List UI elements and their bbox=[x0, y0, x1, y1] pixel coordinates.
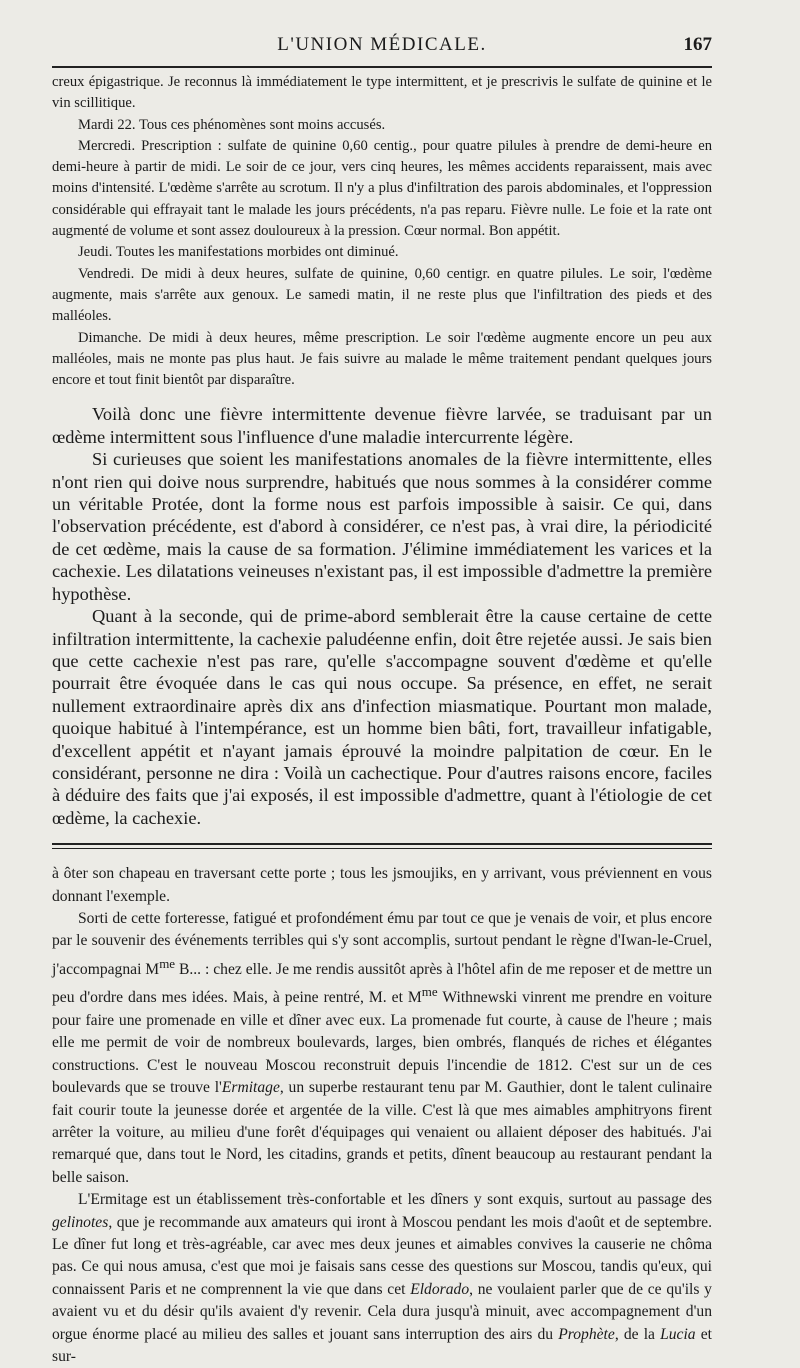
observation-paragraph: Jeudi. Toutes les manifestations morbides ont diminué. bbox=[78, 244, 399, 261]
discussion-paragraph: Si curieuses que soient les manifestations anomales de la fièvre intermittente, elles n'ont rien qui doive nous surprendre, habitués que nous sommes à la considérer comme un véritable Protée, dont la forme nous est parfois impossible à saisir. Ce qui, dans l'observation précédente, est d'abord à considérer, ce n'est pas, à vrai dire, la périodicité de cet œdème, mais la cause de sa formation. J'élimine immédiatement les varices et la cachexie. Les dilatations veineuses n'existant pas, il est impossible d'admettre la première hypothèse. bbox=[52, 449, 712, 604]
observation-paragraph: Vendredi. De midi à deux heures, sulfate de quinine, 0,60 centigr. en quatre pilules. Le soir, l'œdème augmente, mais s'arrête aux genoux. Le samedi matin, il ne reste plus que l'infiltration des pieds et des malléoles. bbox=[52, 265, 712, 325]
observation-paragraph: creux épigastrique. Je reconnus là immédiatement le type intermittent, et je prescrivis le sulfate de quinine et le vin scillitique. bbox=[52, 74, 712, 112]
discussion-paragraph: Quant à la seconde, qui de prime-abord semblerait être la cause certaine de cette infiltration intermittente, la cachexie paludéenne enfin, doit être rejetée aussi. Je sais bien que cette cachexie n'est pas rare, qu'elle s'accompagne souvent d'œdème et qu'elle pourrait être évoquée dans le cas qui nous occupe. Sa présence, en effet, ne serait nullement extraordinaire après dix ans d'infection miasmatique. Pourtant mon malade, quoique habitué à l'intempérance, est un homme bien bâti, fort, travailleur infatigable, d'excellent appétit et n'ayant jamais éprouvé la moindre palpitation de cœur. En le considérant, personne ne dira : Voilà un cachectique. Pour d'autres raisons encore, faciles à déduire des faits que j'ai exposés, il est impossible d'admettre, quant à l'étiologie de cet œdème, la cachexie. bbox=[52, 606, 712, 828]
page-header bbox=[52, 0, 712, 60]
discussion-paragraph: Voilà donc une fièvre intermittente devenue fièvre larvée, se traduisant par un œdème intermittent sous l'influence d'une maladie intercurrente légère. bbox=[52, 404, 712, 447]
feuilleton-paragraph: L'Ermitage est un établissement très-confortable et les dîners y sont exquis, surtout au passage des gelinotes, que je recommande aux amateurs qui iront à Moscou pendant les mois d'août et de septembre. Le dîner fut long et très-agréable, car avec mes deux jeunes et aimables convives la causerie ne chôma pas. Ce qui nous amusa, c'est que moi je faisais sans cesse des questions sur Moscou, tandis qu'eux, qui connaissent Paris et ne comprennent la vie que dans cet Eldorado, ne voulaient parler que de ce qu'ils y avaient vu et du désir qu'ils avaient d'y revenir. Cela dura jusqu'à minuit, avec accompagnement d'un orgue énorme placé au milieu des salles et jouant sans interruption des airs du Prophète, de la Lucia et sur- bbox=[52, 1191, 712, 1366]
feuilleton-separator bbox=[52, 843, 712, 849]
page-number: 167 bbox=[683, 34, 712, 55]
feuilleton-paragraph: à ôter son chapeau en traversant cette porte ; tous les jsmoujiks, en y arrivant, vous préviennent en vous donnant l'exemple. bbox=[52, 865, 712, 905]
observation-paragraph: Mercredi. Prescription : sulfate de quinine 0,60 centig., pour quatre pilules à prendre de demi-heure en demi-heure à partir de midi. Le soir de ce jour, vers cinq heures, les mêmes accidents reparaissent, mais avec moins d'intensité. L'œdème s'arrête au scrotum. Il n'y a plus d'infiltration des parois abdominales, et l'oppression considérable qui effrayait tant le malade les jours précédents, n'a pas reparu. Fièvre nulle. Le foie et la rate ont augmenté de volume et sont assez douloureux à la pression. Cœur normal. Bon appétit. bbox=[52, 137, 712, 240]
clinical-observation bbox=[52, 72, 712, 391]
observation-paragraph: Mardi 22. Tous ces phénomènes sont moins accusés. bbox=[78, 116, 386, 133]
header-rule bbox=[52, 66, 712, 68]
feuilleton bbox=[52, 863, 712, 1368]
running-title: L'UNION MÉDICALE. bbox=[277, 34, 487, 55]
observation-paragraph: Dimanche. De midi à deux heures, même prescription. Le soir l'œdème augmente encore un peu aux malléoles, mais ne monte pas plus haut. Je fais suivre au malade le même traitement pendant quelques jours encore et tout finit bientôt par disparaître. bbox=[52, 329, 712, 389]
discussion-text bbox=[52, 403, 712, 829]
feuilleton-paragraph: Sorti de cette forteresse, fatigué et profondément ému par tout ce que je venais de voir, et plus encore par le souvenir des événements terribles qui s'y sont accomplis, surtout pendant le règne d'Iwan-le-Cruel, j'accompagnai $M^{me}$ B... : chez elle. Je me rendis aussitôt après à l'hôtel afin de me reposer et de mettre un peu d'ordre dans mes idées. Mais, à peine rentré, M. et $M^{me}$ Withnewski vinrent me prendre en voiture pour faire une promenade en ville et dîner avec eux. La promenade fut courte, à cause de l'heure ; mais elle me permit de voir de nombreux boulevards, larges, bien ombrés, flanqués de riches et élégantes constructions. C'est le nouveau Moscou reconstruit depuis l'incendie de 1812. C'est sur un de ces boulevards que se trouve l'Ermitage, un superbe restaurant tenu par M. Gauthier, dont le talent culinaire fait courir toute la jeunesse dorée et argentée de la ville. C'est là que mes aimables amphitryons firent arrêter la voiture, au milieu d'une forêt d'équipages qui venaient ou allaient déposer des habitués. J'ai remarqué que, dans tout le Nord, les citadins, grands et petits, dînent beaucoup au restaurant pendant la belle saison. bbox=[52, 909, 713, 1186]
